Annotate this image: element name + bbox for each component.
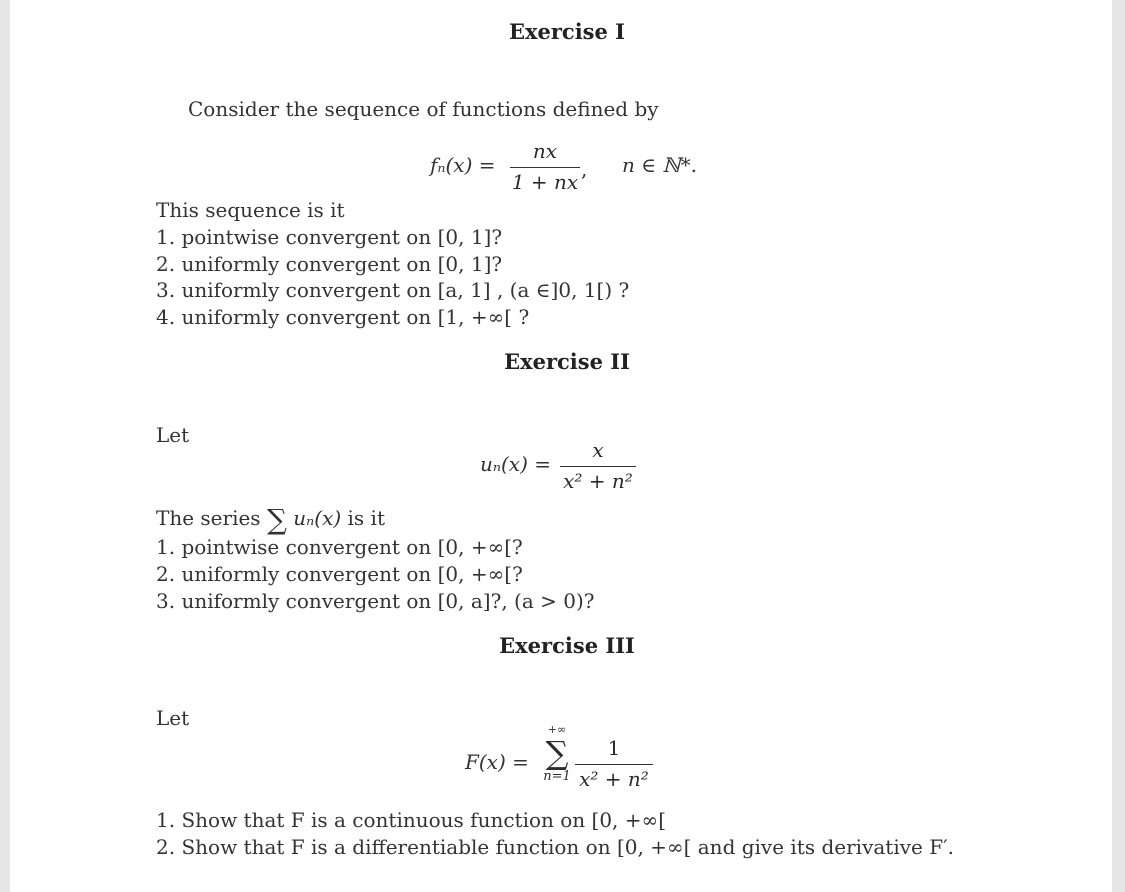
fraction-bar bbox=[510, 167, 580, 168]
ex3-item: 2. Show that F is a differentiable function on [0, +∞[ and give its derivative F′. bbox=[156, 835, 954, 859]
ex1-formula-denominator: 1 + nx bbox=[511, 170, 579, 195]
exercise-3-title: Exercise III bbox=[499, 633, 635, 658]
sum-upper-limit: +∞ bbox=[547, 723, 567, 736]
exercise-1-intro: Consider the sequence of functions defined by bbox=[188, 97, 659, 121]
sum-lower-limit: n=1 bbox=[543, 769, 571, 784]
exercise-2-let: Let bbox=[156, 423, 190, 447]
ex3-formula-fraction bbox=[575, 736, 653, 791]
ex1-formula-fraction bbox=[510, 139, 580, 194]
ex1-formula-comma: , bbox=[581, 157, 588, 181]
exercise-1-title: Exercise I bbox=[508, 19, 626, 44]
ex1-formula-domain: n ∈ ℕ*. bbox=[622, 153, 698, 177]
ex2-question-suffix: is it bbox=[347, 506, 385, 530]
ex2-formula-lhs: uₙ(x) = bbox=[480, 452, 551, 476]
ex3-formula-lhs: F(x) = bbox=[465, 750, 529, 774]
sum-symbol: ∑ bbox=[266, 503, 287, 536]
ex1-formula-numerator: nx bbox=[532, 139, 558, 163]
sum-symbol: ∑ bbox=[545, 734, 569, 772]
ex2-formula-numerator: x bbox=[592, 438, 604, 462]
ex1-item: 3. uniformly convergent on [a, 1] , (a ∈]0, 1[) ? bbox=[156, 278, 630, 302]
ex2-item: 3. uniformly convergent on [0, a]?, (a > 0)? bbox=[156, 589, 595, 613]
ex3-item: 1. Show that F is a continuous function on [0, +∞[ bbox=[156, 808, 666, 832]
ex2-item: 2. uniformly convergent on [0, +∞[? bbox=[156, 562, 523, 586]
exercise-3-let: Let bbox=[156, 706, 190, 730]
ex2-item: 1. pointwise convergent on [0, +∞[? bbox=[156, 535, 523, 559]
ex3-formula-denominator: x² + n² bbox=[579, 767, 649, 792]
exercise-2-title: Exercise II bbox=[504, 349, 630, 374]
ex2-question-prefix: The series bbox=[156, 506, 261, 530]
exercise-2-question bbox=[156, 503, 385, 536]
ex1-item: 2. uniformly convergent on [0, 1]? bbox=[156, 252, 503, 276]
document-page bbox=[10, 0, 1112, 892]
ex2-formula-fraction bbox=[560, 438, 636, 493]
ex3-sum-group bbox=[537, 724, 577, 784]
ex2-question-term: uₙ(x) bbox=[293, 506, 342, 530]
ex1-item: 4. uniformly convergent on [1, +∞[ ? bbox=[156, 305, 530, 329]
exercise-1-question: This sequence is it bbox=[156, 198, 345, 222]
fraction-bar bbox=[560, 466, 636, 467]
ex1-item: 1. pointwise convergent on [0, 1]? bbox=[156, 225, 503, 249]
fraction-bar bbox=[575, 764, 653, 765]
ex1-formula-lhs: fₙ(x) = bbox=[430, 153, 496, 177]
ex2-formula-denominator: x² + n² bbox=[563, 469, 633, 494]
ex3-formula-numerator: 1 bbox=[607, 736, 621, 760]
